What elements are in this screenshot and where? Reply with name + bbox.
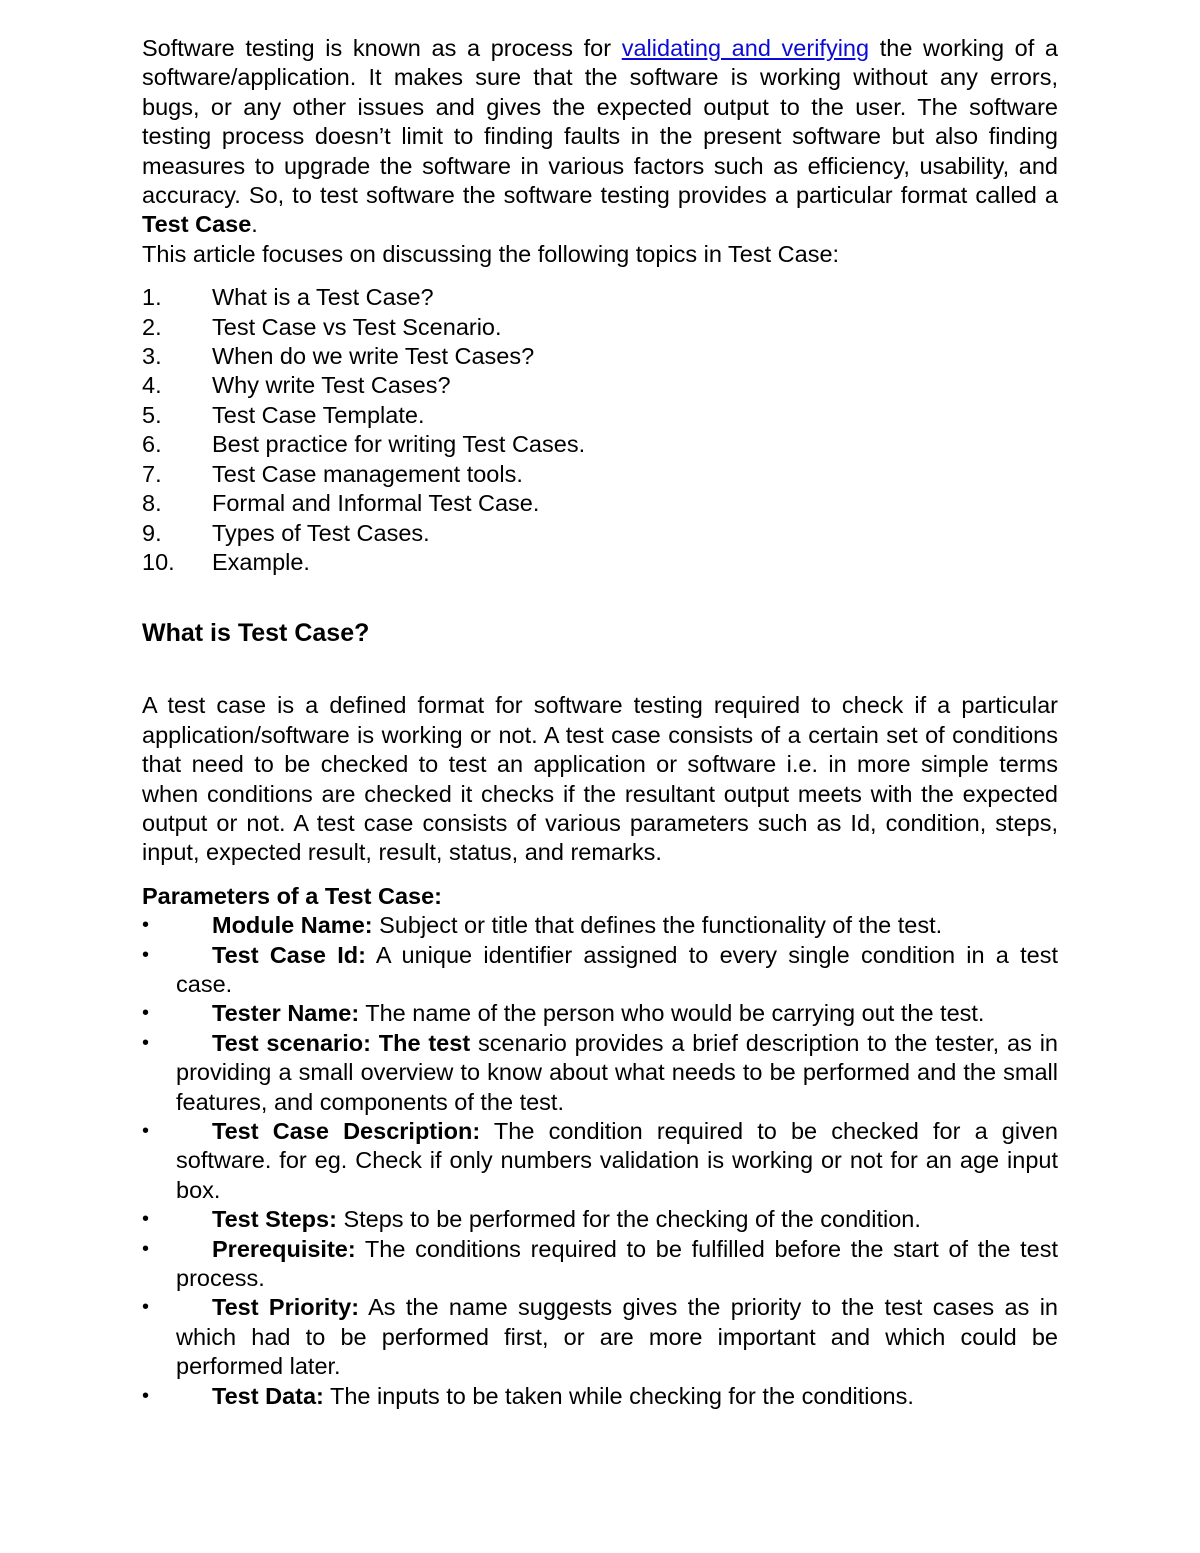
parameter-description: The inputs to be taken while checking for the conditions. [323, 1382, 914, 1409]
topic-number: 2. [142, 313, 162, 340]
parameter-label: Test Steps: [212, 1206, 337, 1233]
parameters-heading: Parameters of a Test Case: [142, 882, 442, 909]
section-title: What is Test Case? [142, 619, 370, 648]
topic-number: 8. [142, 490, 162, 517]
intro-paragraph [142, 34, 1058, 240]
parameter-label: Test scenario: The test [212, 1029, 471, 1056]
intro-text-end: . [251, 211, 258, 238]
bullet-icon: • [142, 1384, 150, 1407]
bullet-icon: • [142, 943, 150, 966]
bullet-icon: • [142, 1237, 150, 1260]
bullet-icon: • [142, 1120, 150, 1142]
parameter-item [142, 1117, 1058, 1205]
parameter-description: As the name suggests gives the priority to the test cases as in which had to be performed first, or are more important and which could be performed later. [176, 1294, 1058, 1380]
parameter-description: Subject or title that defines the functionality of the test. [372, 912, 943, 939]
topic-text: Test Case Template. [212, 401, 425, 428]
topic-text: Example. [212, 548, 310, 575]
topic-text: Test Case management tools. [212, 460, 523, 487]
focus-line: This article focuses on discussing the following topics in Test Case: [142, 240, 840, 267]
parameter-item [142, 1205, 1058, 1234]
topic-item [142, 548, 1058, 577]
topic-item [142, 283, 1058, 312]
bullet-icon: • [142, 1296, 150, 1319]
topic-item [142, 460, 1058, 489]
topic-number: 4. [142, 372, 162, 399]
topic-text: Types of Test Cases. [212, 519, 430, 546]
topic-text: Best practice for writing Test Cases. [212, 431, 586, 458]
bullet-icon: • [142, 914, 150, 937]
topic-text: Why write Test Cases? [212, 372, 451, 399]
topic-item [142, 342, 1058, 371]
parameter-description: The name of the person who would be carrying out the test. [359, 1000, 985, 1027]
definition-paragraph: A test case is a defined format for software testing required to check if a particular application/software is working or not. A test case consists of a certain set of conditions that need to be checked to test an application or software i.e. in more simple terms when conditions are checked it checks if the resultant output meets with the expected output or not. A test case consists of various parameters such as Id, condition, steps, input, expected result, result, status, and remarks. [142, 692, 1058, 866]
parameter-description: A unique identifier assigned to every single condition in a test case. [176, 941, 1058, 997]
parameter-description: The condition required to be checked for a given software. for eg. Check if only numbers validation is working or not for an age input box. [176, 1118, 1058, 1203]
topic-text: What is a Test Case? [212, 284, 434, 311]
topic-number: 9. [142, 519, 162, 546]
topic-number: 10. [142, 548, 175, 575]
intro-text-start: Software testing is known as a process for [142, 35, 622, 61]
topics-list [142, 283, 1058, 577]
topic-text: Formal and Informal Test Case. [212, 490, 540, 517]
document-page [142, 34, 1058, 1411]
parameter-item [142, 911, 1058, 940]
test-case-term: Test Case [142, 211, 252, 238]
intro-text-body: the working of a software/application. It makes sure that the software is working without any errors, bugs, or any other issues and gives the expected output to the user. The software testing process doesn’t limit to finding faults in the present software but also finding measures to upgrade the software in various factors such as efficiency, usability, and accuracy. So, to test software the software testing provides a particular format called a [142, 35, 1059, 209]
topic-item [142, 371, 1058, 400]
parameter-description: Steps to be performed for the checking of the condition. [336, 1206, 921, 1233]
topic-number: 3. [142, 343, 162, 370]
parameter-label: Test Case Id: [212, 941, 366, 968]
parameter-description: The conditions required to be fulfilled before the start of the test process. [176, 1235, 1058, 1292]
parameter-label: Test Case Description: [212, 1118, 481, 1144]
parameter-label: Test Data: [212, 1382, 324, 1409]
topic-number: 7. [142, 460, 162, 487]
topic-item [142, 430, 1058, 459]
parameter-label: Module Name: [212, 912, 373, 939]
topic-item [142, 519, 1058, 548]
parameter-label: Prerequisite: [212, 1235, 356, 1262]
validating-verifying-link[interactable]: validating and verifying [621, 35, 870, 61]
topic-text: When do we write Test Cases? [212, 343, 535, 370]
parameter-item [142, 1029, 1058, 1117]
parameter-label: Tester Name: [212, 1000, 360, 1027]
parameter-item [142, 941, 1058, 1000]
topic-item [142, 401, 1058, 430]
bullet-icon: • [142, 1031, 150, 1054]
bullet-icon: • [142, 1208, 150, 1231]
topic-number: 1. [142, 284, 162, 311]
parameter-description: scenario provides a brief description to the tester, as in providing a small overview to know about what needs to be performed and the small features, and components of the test. [176, 1029, 1058, 1115]
parameter-item [142, 1382, 1058, 1411]
parameters-list [142, 911, 1058, 1411]
parameter-item [142, 999, 1058, 1028]
topic-number: 5. [142, 401, 162, 428]
bullet-icon: • [142, 1002, 150, 1025]
parameter-label: Test Priority: [212, 1294, 360, 1321]
topic-text: Test Case vs Test Scenario. [212, 313, 502, 340]
parameter-item [142, 1235, 1058, 1294]
parameter-item [142, 1293, 1058, 1381]
topic-item [142, 313, 1058, 342]
topic-item [142, 489, 1058, 518]
topic-number: 6. [142, 431, 162, 458]
